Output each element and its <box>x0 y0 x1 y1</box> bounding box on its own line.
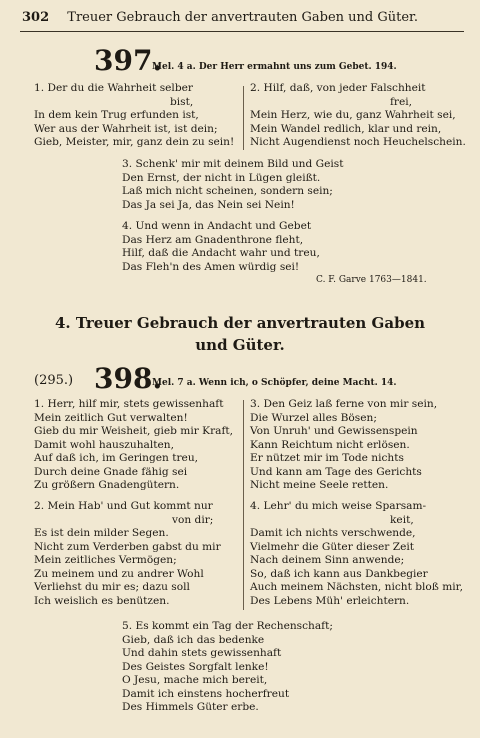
verse-line: Das Herz am Gnadenthrone fleht, <box>122 233 304 246</box>
verse-line: So, daß ich kann aus Dankbegier <box>250 567 428 580</box>
verse-line: O Jesu, mache mich bereit, <box>122 674 268 686</box>
verse-line: Mein Herz, wie du, ganz Wahrheit sei, <box>250 109 456 121</box>
section-title-line: und Güter. <box>195 336 285 354</box>
verse-line: Verliehst du mir es; dazu soll <box>34 581 190 593</box>
verse-line: Es ist dein milder Segen. <box>34 527 169 539</box>
verse-line: keit, <box>390 513 414 526</box>
verse-line: Gieb, Meister, mir, ganz dein zu sein! <box>34 136 235 148</box>
hymn-397-author: C. F. Garve 1763—1841. <box>316 275 427 285</box>
verse-line: Vielmehr die Güter dieser Zeit <box>250 540 414 553</box>
verse-line: Und dahin stets gewissenhaft <box>122 647 282 659</box>
column-divider <box>243 400 244 610</box>
hymn-398-verse-5 <box>122 620 333 715</box>
verse-line: Durch deine Gnade fähig sei <box>34 465 188 478</box>
verse-line: Ich weislich es benützen. <box>34 594 170 607</box>
verse-line: In dem kein Trug erfunden ist, <box>34 109 199 121</box>
verse-line: Mein Wandel redlich, klar und rein, <box>250 122 442 135</box>
hymn-397-number: 397. <box>94 44 163 77</box>
verse-line: 2. Mein Hab' und Gut kommt nur <box>34 500 213 512</box>
hymn-397-verse-2 <box>250 82 466 150</box>
verse-line: Nicht meine Seele retten. <box>250 479 389 491</box>
verse-line: Er nützet mir im Tode nichts <box>250 452 404 464</box>
section-title-line: 4. Treuer Gebrauch der anvertrauten Gaben <box>54 314 426 332</box>
hymn-398-verse-3 <box>250 398 437 493</box>
verse-line: Laß mich nicht scheinen, sondern sein; <box>122 185 333 197</box>
hymn-398-reference: (295.) <box>34 373 74 388</box>
column-divider <box>243 86 244 150</box>
verse-line: Das Fleh'n des Amen würdig sei! <box>122 260 300 273</box>
verse-line: frei, <box>390 95 413 108</box>
hymn-397-verse-3 <box>122 158 343 212</box>
verse-line: Damit wohl hauszuhalten, <box>34 438 174 451</box>
verse-line: Mein zeitlich Gut verwalten! <box>34 411 188 424</box>
hymn-397-verse-4 <box>122 220 320 274</box>
hymn-397-melody: Mel. 4 a. Der Herr ermahnt uns zum Gebet. 194. <box>152 62 397 72</box>
verse-line: 1. Herr, hilf mir, stets gewissenhaft <box>34 398 224 410</box>
verse-line: Von Unruh' und Gewissenspein <box>250 425 418 437</box>
verse-line: Zu größern Gnadengütern. <box>34 479 180 491</box>
verse-line: Mein zeitliches Vermögen; <box>34 554 177 566</box>
verse-line: Des Geistes Sorgfalt lenke! <box>122 660 269 673</box>
verse-line: Auf daß ich, im Geringen treu, <box>34 452 199 464</box>
verse-line: Wer aus der Wahrheit ist, ist dein; <box>34 122 218 135</box>
verse-line: Den Ernst, der nicht in Lügen gleißt. <box>122 171 321 184</box>
page-number: 302 <box>22 10 50 25</box>
verse-line: Nicht zum Verderben gabst du mir <box>34 540 221 553</box>
hymn-398-melody: Mel. 7 a. Wenn ich, o Schöpfer, deine Macht. 14. <box>152 378 397 388</box>
verse-line: Gieb du mir Weisheit, gieb mir Kraft, <box>34 425 233 437</box>
verse-line: Die Wurzel alles Bösen; <box>250 411 377 424</box>
verse-line: Kann Reichtum nicht erlösen. <box>250 438 410 451</box>
verse-line: 2. Hilf, daß, von jeder Falschheit <box>250 82 426 94</box>
verse-line: Damit ich einstens hocherfreut <box>122 687 290 700</box>
verse-line: Des Lebens Müh' erleichtern. <box>250 594 410 607</box>
hymn-398-verse-4 <box>250 500 463 608</box>
header-rule <box>20 31 464 32</box>
verse-line: 4. Lehr' du mich weise Sparsam- <box>250 500 427 512</box>
verse-line: 5. Es kommt ein Tag der Rechenschaft; <box>122 620 333 632</box>
verse-line: 3. Den Geiz laß ferne von mir sein, <box>250 398 438 410</box>
verse-line: bist, <box>170 95 194 108</box>
verse-line: Hilf, daß die Andacht wahr und treu, <box>122 247 320 259</box>
verse-line: Damit ich nichts verschwende, <box>250 527 416 539</box>
verse-line: Das Ja sei Ja, das Nein sei Nein! <box>122 198 295 211</box>
verse-line: Auch meinem Nächsten, nicht bloß mir, <box>250 581 463 593</box>
verse-line: Gieb, daß ich das bedenke <box>122 633 265 646</box>
section-title <box>0 312 480 356</box>
hymn-398-number: 398. <box>94 362 163 395</box>
verse-line: 4. Und wenn in Andacht und Gebet <box>122 220 312 232</box>
hymn-398-verse-2 <box>34 500 221 608</box>
verse-line: Nicht Augendienst noch Heuchelschein. <box>250 136 466 148</box>
running-title: Treuer Gebrauch der anvertrauten Gaben und Güter. <box>67 10 418 25</box>
verse-line: Des Himmels Güter erbe. <box>122 701 259 713</box>
page-header <box>22 10 418 25</box>
hymn-398-verse-1 <box>34 398 233 493</box>
verse-line: Zu meinem und zu andrer Wohl <box>34 567 204 580</box>
hymn-397-verse-1 <box>34 82 234 150</box>
verse-line: Nach deinem Sinn anwende; <box>250 554 405 566</box>
verse-line: Und kann am Tage des Gerichts <box>250 465 422 478</box>
verse-line: 3. Schenk' mir mit deinem Bild und Geist <box>122 158 344 170</box>
verse-line: 1. Der du die Wahrheit selber <box>34 82 193 94</box>
verse-line: von dir; <box>172 513 214 526</box>
